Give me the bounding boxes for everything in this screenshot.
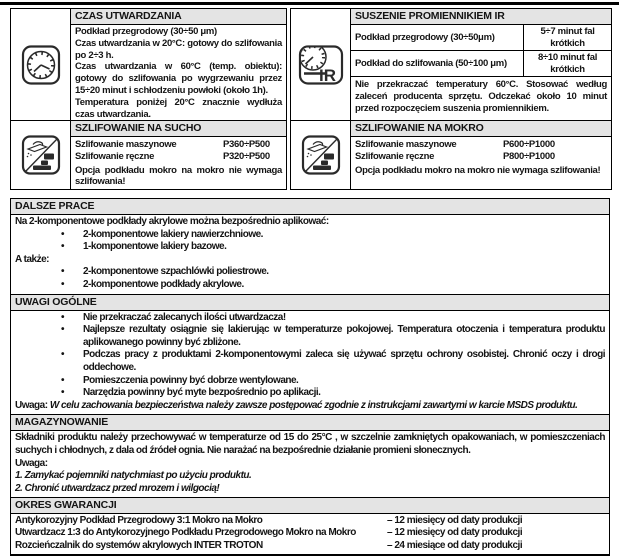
warranty-product: Rozcieńczalnik do systemów akrylowych INTER TROTON — [15, 539, 263, 551]
further-works-title: DALSZE PRACE — [11, 199, 609, 215]
further-works-intro: Na 2-komponentowe podkłady akrylowe można bezpośrednio aplikować: — [15, 216, 329, 227]
table-row — [11, 540, 609, 552]
ir-primer-label: Podkład przegrodowy (30÷50μm) — [355, 31, 495, 43]
general-remarks-note — [15, 400, 605, 413]
curing-line-60c — [75, 61, 282, 96]
svg-text:IR: IR — [318, 65, 336, 85]
dry-sanding-block — [11, 121, 286, 189]
wet-sanding-row-machine — [355, 139, 607, 151]
list-item: • Nie przekraczać zalecanych ilości utwardzacza! — [15, 312, 605, 325]
wet-sanding-block — [291, 121, 611, 189]
curing-60c-label: Czas utwardzania w 60°C (temp. obiektu): — [75, 61, 282, 73]
wet-sanding-row-hand — [355, 151, 607, 163]
curing-line-below20c: Temperatura poniżej 20°C znacznie wydłuża czas utwardzania. — [75, 96, 282, 120]
sanding-hand-machine-icon — [291, 121, 351, 189]
list-item: • 2-komponentowe lakiery nawierzchniowe. — [15, 229, 605, 242]
ir-row-sanding-primer — [351, 51, 611, 77]
list-item: • 1-komponentowe lakiery bazowe. — [15, 241, 605, 254]
ir-drying-block — [291, 9, 611, 121]
dry-sanding-body — [71, 137, 286, 189]
storage-note-label: Uwaga: — [15, 457, 48, 469]
curing-20c-text: gotowy do szlifowania po 2÷3 h. — [75, 37, 282, 61]
ir-row-primer — [351, 25, 611, 51]
further-works-list-a — [15, 229, 605, 254]
warranty-product: Utwardzacz 1:3 do Antykorozyjnego Podkładu Przegrodowego Mokro na Mokro — [15, 527, 356, 539]
dry-machine-label: Szlifowanie maszynowe — [75, 139, 177, 150]
curing-60c-text: gotowy do szlifowania po wygrzewaniu przez 15÷20 minut i schłodzeniu powłoki (około 1h). — [75, 73, 282, 96]
warranty-period: – 12 miesięcy od daty produkcji — [387, 527, 523, 539]
wet-hand-label: Szlifowanie ręczne — [355, 150, 435, 162]
warranty-product: Antykorozyjny Podkład Przegrodowy 3:1 Mokro na Mokro — [15, 515, 263, 527]
notes-table — [10, 198, 610, 556]
wet-sanding-note: Opcja podkładu mokro na mokro nie wymaga szlifowania! — [355, 164, 601, 176]
curing-and-dry-sanding-table — [10, 8, 287, 190]
list-item: • Najlepsze rezultaty osiągnie się lakierując w temperaturze pokojowej. Temperatura otoczenia i temperatura produktu aplikowanego powinny być zbliżone. — [15, 324, 605, 349]
further-works-also: A także: — [15, 253, 49, 265]
ir-note: Nie przekraczać temperatury 60°C. Stosować według zaleceń producenta sprzętu. Odczekać około 10 minut przed rozpoczęciem suszenia promiennikiem. — [355, 79, 607, 114]
general-remarks-list — [15, 312, 605, 400]
storage-title: MAGAZYNOWANIE — [11, 414, 609, 431]
dry-hand-grit: P320÷P500 — [223, 150, 270, 162]
note-text: W celu zachowania bezpieczeństwa należy zawsze postępować zgodnie z instrukcjami zawartymi w karcie MSDS produktu. — [47, 399, 578, 411]
ir-sanding-primer-time: 8÷10 minut fal krótkich — [523, 51, 611, 76]
list-item: • Pomieszczenia powinny być dobrze wentylowane. — [15, 375, 605, 388]
storage-item-1: 1. Zamykać pojemniki natychmiast po użyciu produktu. — [15, 470, 252, 482]
warranty-period: – 24 miesiące od daty produkcji — [387, 539, 523, 551]
warranty-body — [11, 514, 609, 554]
table-row — [11, 527, 609, 539]
dry-sanding-note: Opcja podkładu mokro na mokro nie wymaga szlifowania! — [75, 164, 282, 188]
further-works-body — [11, 215, 609, 294]
dry-sanding-title: SZLIFOWANIE NA SUCHO — [71, 121, 286, 137]
list-item: • 2-komponentowe podkłady akrylowe. — [15, 279, 605, 292]
wet-hand-grit: P800÷P1000 — [503, 150, 555, 162]
warranty-period: – 12 miesięcy od daty produkcji — [387, 515, 523, 527]
ir-sanding-primer-label: Podkład do szlifowania (50÷100 μm) — [355, 57, 507, 69]
dry-machine-grit: P360÷P500 — [223, 139, 270, 150]
storage-item-2: 2. Chronić utwardzacz przed mrozem i wilgocią! — [15, 482, 220, 494]
wet-sanding-body — [351, 137, 611, 178]
list-item: • Podczas pracy z produktami 2-komponentowymi zaleca się używać sprzętu ochrony osobistej. Chronić oczy i drogi oddechowe. — [15, 349, 605, 374]
wet-machine-label: Szlifowanie maszynowe — [355, 139, 457, 150]
list-item: • 2-komponentowe szpachlówki poliestrowe. — [15, 266, 605, 279]
curing-20c-label: Czas utwardzania w 20°C: — [75, 37, 185, 49]
dry-hand-label: Szlifowanie ręczne — [75, 150, 155, 162]
wet-sanding-title: SZLIFOWANIE NA MOKRO — [351, 121, 611, 137]
ir-primer-time: 5÷7 minut fal krótkich — [523, 25, 611, 50]
dry-sanding-row-machine — [75, 139, 282, 151]
further-works-list-b — [15, 266, 605, 291]
curing-time-title: CZAS UTWARDZANIA — [71, 9, 286, 25]
curing-time-block — [11, 9, 286, 121]
storage-body — [11, 431, 609, 497]
curing-line-20c — [75, 38, 282, 62]
curing-line-primer: Podkład przegrodowy (30÷50 μm) — [75, 26, 217, 37]
page-top-rule — [0, 2, 619, 5]
warranty-title: OKRES GWARANCJI — [11, 497, 609, 514]
sanding-hand-machine-icon — [11, 121, 71, 189]
storage-text: Składniki produktu należy przechowywać w temperaturze od 15 do 25°C , w szczelnie zamkniętych opakowaniach, w pomieszczeniach suchych i chłodnych, z dala od źródeł ognia. Nie narażać na bezpośrednie działanie promieni słonecznych. — [15, 432, 605, 456]
ir-drying-title: SUSZENIE PROMIENNIKIEM IR — [351, 9, 611, 25]
general-remarks-body — [11, 311, 609, 415]
list-item: • Narzędzia powinny być myte bezpośrednio po aplikacji. — [15, 387, 605, 400]
dry-sanding-row-hand — [75, 151, 282, 163]
curing-time-body — [71, 25, 286, 120]
ir-drying-and-wet-sanding-table — [290, 8, 612, 190]
table-row — [11, 515, 609, 527]
general-remarks-title: UWAGI OGÓLNE — [11, 294, 609, 311]
ir-lamp-gauge-icon — [291, 9, 351, 120]
wet-machine-grit: P600÷P1000 — [503, 139, 555, 150]
note-label: Uwaga: — [15, 399, 48, 411]
clock-icon — [11, 9, 71, 120]
